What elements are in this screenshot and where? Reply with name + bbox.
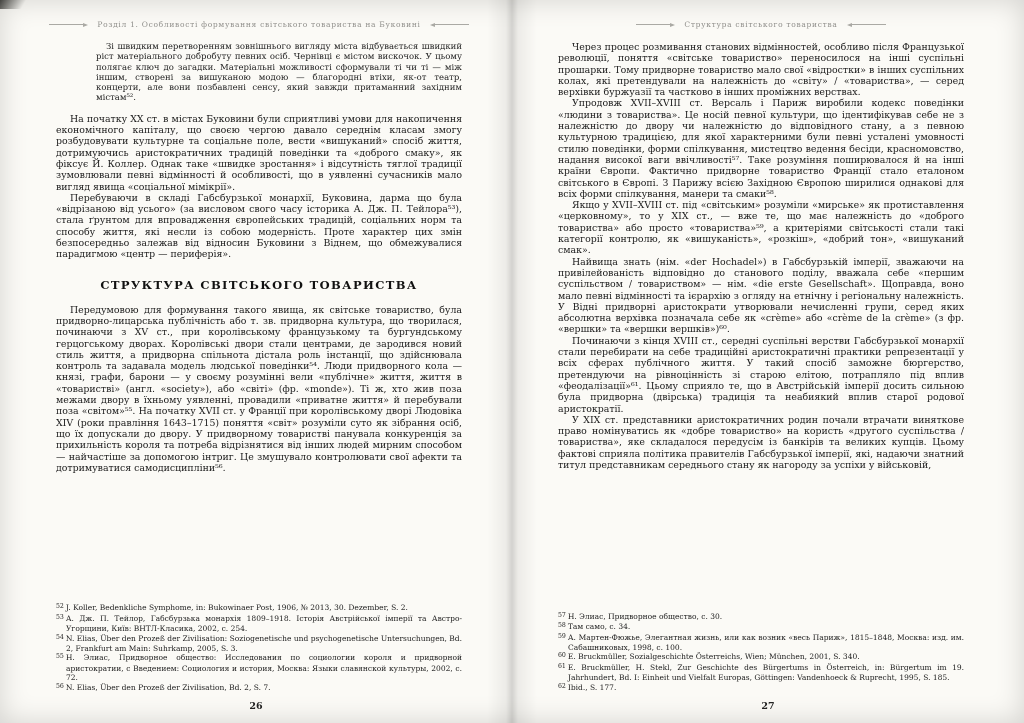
paragraph: Перебуваючи в складі Габсбурзької монархії, Буковина, дарма що була «відрізаною від усього» (за висловом свого часу історика А. Дж. П. Тейлора⁵³), стала ґрунтом для впровадження європейських традицій, соціальних норм та способу життя, які несли із собою модерність. Проте характер цих змін безпосередньо залежав від відносин Буковини з Віднем, що обмежувалися парадигмою «центр — периферія». (56, 192, 462, 261)
page-number-left: 26 (249, 701, 263, 712)
footnote (558, 622, 964, 632)
footnote-text: E. Bruckmüller, H. Stekl, Zur Geschichte des Bürgertums in Österreich, in: Bürgertum im 19. Jahrhundert, Bd. I: Einheit und Vielfalt Europas, Göttingen: Vandenhoeck & Ruprecht, 1995, S. 185. (567, 662, 964, 683)
footnote-number: 54 (56, 633, 64, 641)
footnote (56, 634, 462, 654)
header-arrow-left-icon (49, 23, 88, 27)
paragraph: Через процес розмивання станових відмінностей, особливо після Французької революції, поняття «світське товариство» переносилося на інші суспільні прошарки. Тому придворне товариство мало свої «відростки» в інших суспільних колах, які претендували на належність до «світу» / «товариства», — серед верхівки буржуазії та частково в інших проміжних верствах. (558, 42, 964, 99)
footnote (558, 663, 964, 683)
running-header-text: Розділ 1. Особливості формування світського товариства на Буковині (97, 20, 421, 29)
footnote-text: Н. Элиас, Придворное общество, с. 30. (567, 611, 723, 621)
footnote (558, 633, 964, 653)
footnote-number: 55 (56, 653, 64, 661)
paragraph: Якщо у XVII–XVIII ст. під «світським» розуміли «мирське» як протиставлення «церковному», то у XIX ст., — вже те, що має належність до «доброго товариства» або просто «товариства»⁵⁹, а критеріями світськості стали такі категорії контролю, як «вишуканість», «розкіш», «добрий тон», «вишуканий смак». (558, 200, 964, 257)
paragraph: Найвища знать (нім. «der Hochadel») в Габсбурзькій імперії, зважаючи на привілейованість відповідно до станового поділу, вважала себе «першим суспільством / товариством» — нім. «die erste Gesellschaft». Щоправда, воно мало певні відмінності та ієрархію з огляду на етнічну і регіональну належність. У Відні придворні аристократи утворювали нечисленні групи, серед яких абсолютна верхівка позначала себе як «crème» або «crème de la crème» (з фр. «вершки» та «вершки вершків»)⁶⁰. (558, 256, 964, 336)
header-arrow-right-icon (430, 23, 469, 27)
footnote-number: 56 (56, 682, 64, 690)
section-heading: СТРУКТУРА СВІТСЬКОГО ТОВАРИСТВА (100, 277, 418, 292)
footnote-number: 58 (558, 622, 566, 630)
epigraph: Зі швидким перетворенням зовнішнього вигляду міста відбувається швидкий ріст матеріального добробуту певних осіб. Чернівці є містом вискочок. У цьому полягає ключ до загадки. Матеріальні можливості сформували ті чи ті — між іншим, створені за вишуканою модою — благородні втіхи, як-от театр, концерти, але вони позбавлені сенсу, який завжди притаманний західним містам⁵². (96, 42, 462, 104)
footnote-number: 61 (558, 662, 566, 670)
footnote-number: 60 (558, 652, 566, 660)
footnote (558, 683, 964, 693)
paragraph: У XIX ст. представники аристократичних родин почали втрачати виняткове право номінуватись як «добре товариство» на користь «другого суспільства / товариства», яке складалося передусім із банкірів та великих купців. Цьому фактові сприяла політика правителів Габсбурзької імперії, які, надаючи знатний титул представникам середнього стану як нагороду за успіхи у військовій, (558, 414, 964, 471)
header-arrow-left-icon (636, 23, 675, 27)
footnote (56, 603, 462, 613)
paragraph: На початку XX ст. в містах Буковини були сприятливі умови для накопичення економічного капіталу, що своєю чергою давало середнім класам змогу розбудовувати культурне та соціальне поле, вести «вишуканий» спосіб життя, дотримуючись аристократичних традицій поведінки та «доброго смаку», як фіксує Й. Коллер. Однак таке «швидке зростання» і відсутність тяглої традиції зумовлювали певні відмінності й особливості, що в уявленні сучасників мало вигляд явища «соціальної мімікрії». (56, 113, 462, 193)
footnote (56, 614, 462, 634)
footnotes-left (56, 603, 462, 693)
page-right (512, 0, 1024, 723)
running-header-text: Структура світського товариства (684, 20, 838, 29)
footnote-text: Н. Элиас, Придворное общество: Исследования по социологии короля и придворной аристократии, с Введением: Социология и история, Москва: Языки славянской культуры, 2002, с. 72. (65, 653, 462, 683)
footnote-number: 52 (56, 603, 64, 611)
page-number-right: 27 (761, 701, 775, 712)
footnote-number: 62 (558, 682, 566, 690)
footnotes-right (558, 612, 964, 693)
footnote (558, 612, 964, 622)
footnote-text: А. Дж. П. Тейлор, Габсбурзька монархія 1809–1918. Історія Австрійської імперії та Австро-Угорщини, Київ: ВНТЛ-Класика, 2002, с. 254. (65, 613, 462, 634)
footnote-number: 53 (56, 613, 64, 621)
running-header-left (56, 20, 462, 29)
footnote-text: N. Elias, Über den Prozeß der Zivilisation: Soziogenetische und psychogenetische Untersuchungen, Bd. 2, Frankfurt am Main: Suhrkamp, 2005, S. 3. (65, 633, 462, 653)
footnote (558, 652, 964, 662)
paragraph: Передумовою для формування такого явища, як світське товариство, була придворно-лицарська публічність або т. зв. придворна культура, що творилася, починаючи з XV ст., при королівському французькому та бургундському герцогському дворах. Королівські двори стали центрами, де зародився новий стиль життя, а придворна спільнота дістала роль інстанції, що здійснювала контроль та задавала модель людської поведінки⁵⁴. Люди придворного кола — князі, графи, барони — у своєму розумінні вели «публічне» життя, життя в «товаристві» (англ. «society»), або «світі» (фр. «monde»). Ті ж, хто жив поза межами двору в їхньому уявленні, провадили «приватне життя» й перебували поза «світом»⁵⁵. На початку XVII ст. у Франції при королівському дворі Людовіка XIV (роки правління 1643–1715) поняття «світ» розуміли суто як зібрання осіб, що їх допускали до двору. У придворному товаристві панувала конкуренція за прихильність короля та потреба відрізнятися від інших людей мирним способом — найчастіше за допомогою інтриг. Це змушувало контролювати свої афекти та дотримуватися самодисципліни⁵⁶. (56, 304, 462, 474)
footnote-text: N. Elias, Über den Prozeß der Zivilisation, Bd. 2, S. 7. (65, 682, 271, 692)
footnote-text: Ibid., S. 177. (567, 682, 617, 692)
footnote-text: Там само, с. 34. (567, 622, 631, 632)
running-header-right (558, 20, 964, 29)
footnote (56, 653, 462, 682)
footnote-text: А. Мартен-Фюжье, Элегантная жизнь, или как возник «весь Париж», 1815–1848, Москва: изд. им. Сабашниковых, 1998, с. 100. (567, 632, 964, 652)
footnote-number: 59 (558, 632, 566, 640)
footnote-text: J. Koller, Bedenkliche Symphome, in: Bukowinaer Post, 1906, № 2013, 30. Dezember, S. 2. (65, 603, 408, 613)
footnote-text: E. Bruckmüller, Sozialgeschichte Österreichs, Wien; München, 2001, S. 340. (567, 652, 860, 662)
paragraph: Упродовж XVII–XVIII ст. Версаль і Париж виробили кодекс поведінки «людини з товариства». Це носій певної культури, що ідентифікував себе не з належністю до двору чи належністю до відповідного стану, а з певною культурною традицією, для якої характерними були певні усталені умовності стилю поведінки, форми спілкування, мистецтво ведення бесіди, красномовство, надання високої ваги ввічливості⁵⁷. Таке розуміння поширювалося й на інші країни Європи. Фактично придворне товариство Франції стало еталоном світського в Європі. З Парижу всією Західною Європою ширилися однакові для всіх форми спілкування, манери та смаки⁵⁸. (558, 98, 964, 200)
paragraph: Починаючи з кінця XVIII ст., середні суспільні верстви Габсбурзької монархії стали перебирати на себе традиційні аристократичні практики репрезентації у всіх сферах публічного життя. У такий спосіб заможне бюргерство, претендуючи на рівноцінність зі старою елітою, потрапляло під вплив «феодалізації»⁶¹. Цьому сприяло те, що в Австрійській імперії досить сильною була придворна (двірська) традиція та неабиякий вплив старої родової аристократії. (558, 335, 964, 415)
header-arrow-right-icon (847, 23, 886, 27)
footnote-number: 57 (558, 611, 566, 619)
footnote (56, 683, 462, 693)
